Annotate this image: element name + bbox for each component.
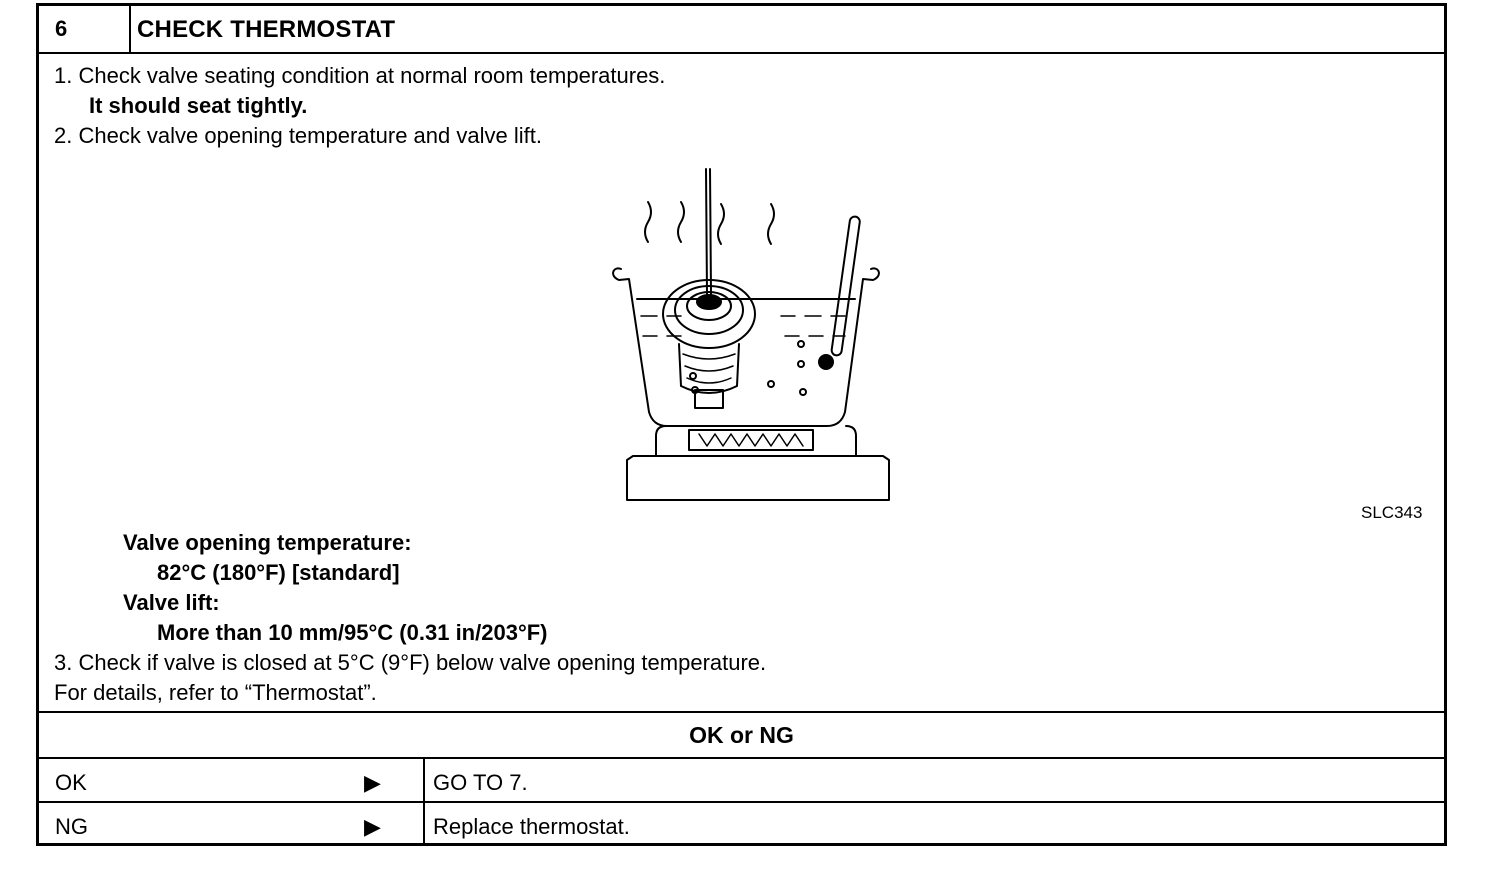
arrow-right-icon: ▶ — [364, 770, 381, 795]
spec-lift-value: More than 10 mm/95°C (0.31 in/203°F) — [157, 620, 548, 645]
result-row-ng-label: NG — [55, 814, 88, 839]
spec-lift-label: Valve lift: — [123, 590, 220, 615]
step-title: CHECK THERMOSTAT — [137, 16, 396, 43]
result-row-ok-label: OK — [55, 770, 87, 795]
instruction-step-1: 1. Check valve seating condition at normal room temperatures. — [54, 63, 666, 88]
arrow-right-icon: ▶ — [364, 814, 381, 839]
result-row-divider — [39, 801, 1444, 803]
result-divider — [39, 711, 1444, 713]
spec-opening-value: 82°C (180°F) [standard] — [157, 560, 400, 585]
result-heading: OK or NG — [689, 722, 794, 748]
result-row-divider — [39, 757, 1444, 759]
spec-opening-label: Valve opening temperature: — [123, 530, 412, 555]
result-row-ok-action: GO TO 7. — [433, 770, 528, 795]
instruction-step-1-note: It should seat tightly. — [89, 93, 308, 118]
thermostat-in-heated-water-icon — [571, 164, 931, 506]
result-column-divider — [423, 757, 425, 843]
figure-id: SLC343 — [1361, 503, 1423, 522]
step-number: 6 — [55, 16, 68, 41]
result-row-ng-action: Replace thermostat. — [433, 814, 630, 839]
instruction-step-2: 2. Check valve opening temperature and valve lift. — [54, 123, 542, 148]
header-divider — [129, 6, 131, 52]
details-reference: For details, refer to “Thermostat”. — [54, 680, 377, 705]
step-header — [39, 6, 1444, 54]
instruction-step-3: 3. Check if valve is closed at 5°C (9°F) below valve opening temperature. — [54, 650, 767, 675]
procedure-frame — [36, 3, 1447, 846]
